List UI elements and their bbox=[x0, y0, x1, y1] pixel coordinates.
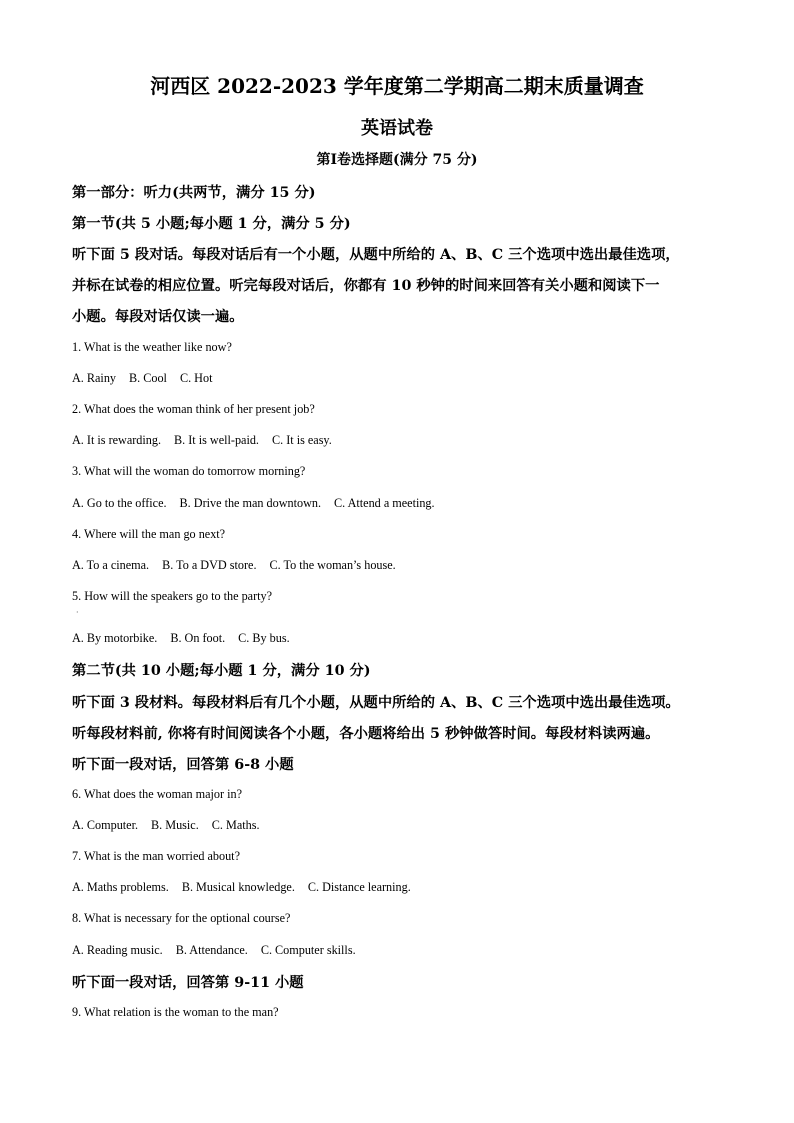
volume-heading: 第Ⅰ卷选择题(满分 75 分) bbox=[316, 152, 478, 168]
group-heading: 听下面一段对话，回答第 6-8 小题 bbox=[72, 757, 294, 773]
option-b: B. It is well-paid. bbox=[174, 433, 259, 447]
question-text: 6. What does the woman major in? bbox=[72, 787, 243, 801]
question-options bbox=[72, 496, 732, 511]
section1-instruction-line: 听下面 5 段对话。每段对话后有一个小题，从题中所给的 A、B、C 三个选项中选出最佳选项， bbox=[72, 247, 680, 263]
option-b: B. On foot. bbox=[170, 631, 226, 645]
question-options bbox=[72, 371, 732, 386]
option-c: C. Distance learning. bbox=[307, 880, 411, 894]
option-b: B. Attendance. bbox=[175, 943, 248, 957]
option-b: B. Drive the man downtown. bbox=[179, 496, 322, 510]
part1-heading: 第一部分：听力(共两节，满分 15 分) bbox=[72, 185, 316, 201]
option-c: C. Maths. bbox=[211, 818, 260, 832]
question-text: 4. Where will the man go next? bbox=[72, 527, 226, 541]
question-text: 2. What does the woman think of her present job? bbox=[72, 402, 315, 416]
exam-title: 河西区 2022-2023 学年度第二学期高二期末质量调查 bbox=[150, 74, 644, 98]
section1-heading: 第一节(共 5 小题;每小题 1 分，满分 5 分) bbox=[72, 216, 351, 232]
option-a: A. By motorbike. bbox=[72, 631, 158, 645]
option-a: A. It is rewarding. bbox=[72, 433, 162, 447]
question-options bbox=[72, 818, 732, 833]
section1-instruction-line: 小题。每段对话仅读一遍。 bbox=[72, 309, 244, 325]
option-a: A. Rainy bbox=[72, 371, 117, 385]
question-options bbox=[72, 880, 732, 895]
option-c: C. Attend a meeting. bbox=[334, 496, 435, 510]
section2-instruction-line: 听每段材料前, 你将有时间阅读各个小题，各小题将给出 5 秒钟做答时间。每段材料读两遍。 bbox=[72, 726, 660, 742]
section2-instruction-line: 听下面 3 段材料。每段材料后有几个小题，从题中所给的 A、B、C 三个选项中选出最佳选项。 bbox=[72, 695, 680, 711]
option-a: A. Computer. bbox=[72, 818, 139, 832]
stray-dot: · bbox=[76, 608, 79, 617]
question-text: 3. What will the woman do tomorrow morning? bbox=[72, 464, 306, 478]
option-b: B. Music. bbox=[151, 818, 199, 832]
question-text: 7. What is the man worried about? bbox=[72, 849, 240, 863]
question-text: 9. What relation is the woman to the man? bbox=[72, 1005, 279, 1019]
question-options bbox=[72, 558, 732, 573]
option-c: C. By bus. bbox=[238, 631, 290, 645]
exam-subtitle: 英语试卷 bbox=[361, 118, 433, 139]
group-heading: 听下面一段对话，回答第 9-11 小题 bbox=[72, 975, 304, 991]
option-b: B. Musical knowledge. bbox=[181, 880, 295, 894]
question-options bbox=[72, 631, 732, 646]
question-text: 1. What is the weather like now? bbox=[72, 340, 232, 354]
option-c: C. Hot bbox=[179, 371, 213, 385]
question-text: 5. How will the speakers go to the party? bbox=[72, 589, 273, 603]
section2-heading: 第二节(共 10 小题;每小题 1 分，满分 10 分) bbox=[72, 663, 371, 679]
option-b: B. Cool bbox=[129, 371, 167, 385]
option-a: A. Go to the office. bbox=[72, 496, 167, 510]
question-options bbox=[72, 943, 732, 958]
option-a: A. Reading music. bbox=[72, 943, 163, 957]
option-b: B. To a DVD store. bbox=[162, 558, 257, 572]
option-c: C. It is easy. bbox=[271, 433, 332, 447]
question-text: 8. What is necessary for the optional course? bbox=[72, 911, 291, 925]
option-a: A. To a cinema. bbox=[72, 558, 150, 572]
option-a: A. Maths problems. bbox=[72, 880, 169, 894]
option-c: C. To the woman’s house. bbox=[269, 558, 396, 572]
option-c: C. Computer skills. bbox=[260, 943, 356, 957]
question-options bbox=[72, 433, 732, 448]
section1-instruction-line: 并标在试卷的相应位置。听完每段对话后，你都有 10 秒钟的时间来回答有关小题和阅读下一 bbox=[72, 278, 660, 294]
